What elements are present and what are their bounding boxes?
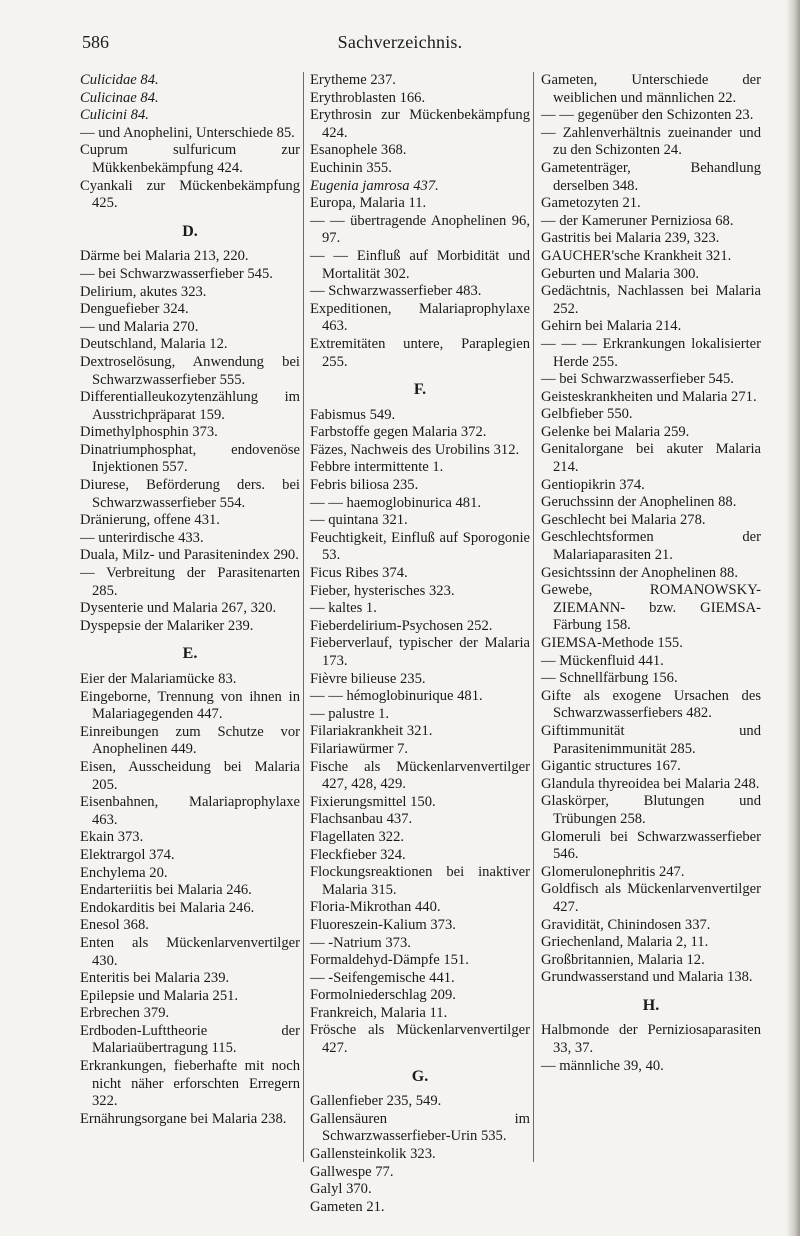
index-entry: Fäzes, Nachweis des Urobilins 312. bbox=[310, 441, 520, 458]
index-entry: Enten als Mückenlarvenvertilger 430. bbox=[80, 934, 300, 969]
running-head: Sachverzeichnis. bbox=[337, 32, 463, 52]
index-entry: Cyankali zur Mückenbekämpfung 425. bbox=[80, 177, 300, 212]
index-entry: Euchinin 355. bbox=[310, 159, 392, 176]
index-entry: Dimethylphosphin 373. bbox=[80, 424, 218, 441]
index-entry: Genitalorgane bei akuter Malaria 214. bbox=[541, 441, 761, 476]
section-letter: F. bbox=[413, 381, 427, 399]
index-entry: Denguefieber 324. bbox=[80, 301, 189, 318]
index-entry: Cuprum sulfuricum zur Mükkenbekämpfung 424. bbox=[80, 142, 300, 176]
index-entry: Gallensteinkolik 323. bbox=[310, 1146, 436, 1163]
index-entry: Enchylema 20. bbox=[80, 864, 168, 881]
index-entry: Enesol 368. bbox=[80, 917, 149, 934]
index-entry: — — — Erkrankungen lokalisierter Herde 255. bbox=[541, 335, 761, 370]
index-entry: Fabismus 549. bbox=[310, 406, 396, 423]
index-entry: Ernährungsorgane bei Malaria 238. bbox=[80, 1110, 287, 1127]
index-entry: Diurese, Beförderung ders. bei Schwarzwasserfieber 554. bbox=[80, 477, 300, 511]
index-entry: Differentialleukozytenzählung im Ausstrichpräparat 159. bbox=[80, 389, 300, 423]
index-entry: Extremitäten untere, Paraplegien 255. bbox=[310, 335, 530, 370]
index-entry: Gameten, Unterschiede der weiblichen und männlichen 22. bbox=[541, 72, 761, 106]
index-entry: Gentiopikrin 374. bbox=[541, 476, 645, 493]
index-columns bbox=[80, 72, 770, 1215]
index-entry: Duala, Milz- und Parasitenindex 290. bbox=[80, 547, 299, 564]
index-entry: Eisenbahnen, Malariaprophylaxe 463. bbox=[80, 794, 300, 828]
index-entry: — quintana 321. bbox=[310, 512, 408, 529]
index-entry: Goldfisch als Mückenlarvenvertilger 427. bbox=[541, 881, 761, 915]
index-entry: Gewebe, ROMANOWSKY-ZIEMANN- bzw. GIEMSA-Färbung 158. bbox=[541, 582, 761, 634]
index-entry: Culicini 84. bbox=[80, 107, 149, 124]
section-letter: E. bbox=[182, 645, 198, 663]
index-entry: — und Malaria 270. bbox=[80, 318, 199, 335]
index-entry: Culicinae 84. bbox=[80, 89, 159, 106]
index-entry: Erythroblasten 166. bbox=[310, 89, 426, 106]
index-entry: Geisteskrankheiten und Malaria 271. bbox=[541, 388, 757, 405]
index-entry: Gametozyten 21. bbox=[541, 195, 641, 212]
index-entry: Gallenfieber 235, 549. bbox=[310, 1093, 442, 1110]
index-entry: Epilepsie und Malaria 251. bbox=[80, 987, 239, 1004]
index-entry: Gravidität, Chinindosen 337. bbox=[541, 916, 711, 933]
index-entry: Glomeruli bei Schwarzwasserfieber 546. bbox=[541, 828, 761, 863]
index-entry: Febris biliosa 235. bbox=[310, 477, 419, 494]
index-entry: — Schnellfärbung 156. bbox=[541, 670, 678, 687]
index-entry: Gelbfieber 550. bbox=[541, 406, 633, 423]
index-entry: Eugenia jamrosa 437. bbox=[310, 177, 439, 194]
index-entry: Glandula thyreoidea bei Malaria 248. bbox=[541, 775, 760, 792]
index-entry: — der Kameruner Perniziosa 68. bbox=[541, 212, 734, 229]
index-entry: Geschlecht bei Malaria 278. bbox=[541, 511, 706, 528]
index-entry: Frankreich, Malaria 11. bbox=[310, 1004, 448, 1021]
index-entry: Erkrankungen, fieberhafte mit noch nicht näher erforschten Erregern 322. bbox=[80, 1058, 300, 1110]
index-entry: Flagellaten 322. bbox=[310, 828, 405, 845]
index-entry: Flockungsreaktionen bei inaktiver Malaria 315. bbox=[310, 864, 530, 898]
index-entry: Dysenterie und Malaria 267, 320. bbox=[80, 600, 277, 617]
index-entry: Feuchtigkeit, Einfluß auf Sporogonie 53. bbox=[310, 529, 530, 564]
index-entry: GIEMSA-Methode 155. bbox=[541, 635, 683, 651]
index-entry: Geschlechtsformen der Malariaparasiten 21. bbox=[541, 529, 761, 564]
index-entry: Europa, Malaria 11. bbox=[310, 195, 427, 212]
index-entry: Dinatriumphosphat, endovenöse Injektionen 557. bbox=[80, 441, 300, 476]
index-entry: — palustre 1. bbox=[310, 705, 390, 722]
index-entry: Expeditionen, Malariaprophylaxe 463. bbox=[310, 300, 530, 335]
index-entry: Dextroselösung, Anwendung bei Schwarzwasserfieber 555. bbox=[80, 353, 300, 388]
index-entry: Gehirn bei Malaria 214. bbox=[541, 318, 682, 335]
index-entry: Filariakrankheit 321. bbox=[310, 723, 433, 740]
index-entry: Geburten und Malaria 300. bbox=[541, 265, 700, 282]
index-entry: Einreibungen zum Schutze vor Anophelinen 449. bbox=[80, 723, 300, 758]
index-entry: Formolniederschlag 209. bbox=[310, 987, 456, 1004]
index-entry: Fieberverlauf, typischer der Malaria 173. bbox=[310, 635, 530, 669]
index-entry: Fische als Mückenlarvenvertilger 427, 428, 429. bbox=[310, 758, 530, 793]
index-entry: — -Natrium 373. bbox=[310, 934, 411, 951]
index-entry: Ficus Ribes 374. bbox=[310, 565, 408, 582]
index-entry: Eier der Malariamücke 83. bbox=[80, 671, 237, 687]
index-entry: — unterirdische 433. bbox=[80, 529, 204, 546]
index-entry: — — hémoglobinurique 481. bbox=[310, 688, 483, 705]
index-entry: Farbstoffe gegen Malaria 372. bbox=[310, 424, 487, 441]
index-entry: — bei Schwarzwasserfieber 545. bbox=[541, 371, 734, 388]
index-column-3 bbox=[541, 72, 761, 1075]
index-entry: Enteritis bei Malaria 239. bbox=[80, 970, 230, 987]
index-entry: Culicidae 84. bbox=[80, 72, 159, 88]
index-entry: — und Anophelini, Unterschiede 85. bbox=[80, 124, 295, 141]
index-entry: Fieber, hysterisches 323. bbox=[310, 582, 455, 599]
index-entry: Erytheme 237. bbox=[310, 72, 396, 88]
index-entry: GAUCHER'sche Krankheit 321. bbox=[541, 247, 732, 264]
index-entry: Esanophele 368. bbox=[310, 142, 407, 159]
index-entry: Fixierungsmittel 150. bbox=[310, 793, 436, 810]
index-entry: Endarteriitis bei Malaria 246. bbox=[80, 882, 252, 899]
index-column-2 bbox=[310, 72, 530, 1216]
index-entry: Gallwespe 77. bbox=[310, 1163, 394, 1180]
index-entry: Deutschland, Malaria 12. bbox=[80, 336, 228, 353]
index-entry: Fieberdelirium-Psychosen 252. bbox=[310, 617, 493, 634]
index-entry: Filariawürmer 7. bbox=[310, 740, 409, 757]
index-entry: — bei Schwarzwasserfieber 545. bbox=[80, 265, 273, 282]
index-entry: Fleckfieber 324. bbox=[310, 846, 406, 863]
index-entry: Gameten 21. bbox=[310, 1198, 385, 1215]
index-entry: Ekain 373. bbox=[80, 829, 144, 846]
index-entry: Febbre intermittente 1. bbox=[310, 459, 444, 476]
index-entry: — — übertragende Anophelinen 96, 97. bbox=[310, 212, 530, 247]
index-entry: Eingeborne, Trennung von ihnen in Malariagegenden 447. bbox=[80, 688, 300, 723]
index-entry: Halbmonde der Perniziosaparasiten 33, 37. bbox=[541, 1022, 761, 1057]
index-entry: Geruchssinn der Anophelinen 88. bbox=[541, 494, 737, 511]
index-entry: Galyl 370. bbox=[310, 1181, 372, 1198]
section-letter: H. bbox=[642, 996, 660, 1014]
index-entry: — kaltes 1. bbox=[310, 600, 377, 617]
index-entry: Erdboden-Lufttheorie der Malariaübertragung 115. bbox=[80, 1022, 300, 1057]
index-entry: Gedächtnis, Nachlassen bei Malaria 252. bbox=[541, 283, 761, 317]
index-entry: Glomerulonephritis 247. bbox=[541, 863, 685, 880]
section-letter: D. bbox=[182, 222, 198, 240]
index-entry: Großbritannien, Malaria 12. bbox=[541, 951, 705, 968]
section-letter: G. bbox=[411, 1067, 429, 1085]
index-entry: Gelenke bei Malaria 259. bbox=[541, 423, 690, 440]
page-number: 586 bbox=[82, 32, 109, 52]
index-entry: Gesichtssinn der Anophelinen 88. bbox=[541, 564, 738, 581]
index-entry: Gametenträger, Behandlung derselben 348. bbox=[541, 159, 761, 194]
index-entry: Grundwasserstand und Malaria 138. bbox=[541, 969, 753, 986]
index-entry: — — gegenüber den Schizonten 23. bbox=[541, 107, 754, 124]
index-entry: Erbrechen 379. bbox=[80, 1005, 170, 1022]
index-entry: — Verbreitung der Parasitenarten 285. bbox=[80, 565, 300, 599]
index-entry: — männliche 39, 40. bbox=[541, 1057, 664, 1074]
index-column-1 bbox=[80, 72, 300, 1128]
index-entry: Endokarditis bei Malaria 246. bbox=[80, 899, 255, 916]
page-header bbox=[0, 14, 800, 54]
index-entry: Gigantic structures 167. bbox=[541, 758, 681, 775]
index-entry: Eisen, Ausscheidung bei Malaria 205. bbox=[80, 758, 300, 793]
index-entry: Formaldehyd-Dämpfe 151. bbox=[310, 952, 469, 969]
index-entry: Fièvre bilieuse 235. bbox=[310, 670, 426, 687]
index-entry: — Zahlenverhältnis zueinander und zu den Schizonten 24. bbox=[541, 124, 761, 159]
index-entry: Gifte als exogene Ursachen des Schwarzwasserfiebers 482. bbox=[541, 687, 761, 722]
index-entry: Dyspepsie der Malariker 239. bbox=[80, 617, 254, 634]
index-entry: Fluoreszein-Kalium 373. bbox=[310, 916, 456, 933]
index-entry: — — Einfluß auf Morbidität und Mortalität 302. bbox=[310, 247, 530, 282]
index-entry: Erythrosin zur Mückenbekämpfung 424. bbox=[310, 107, 530, 141]
index-entry: Gallensäuren im Schwarzwasserfieber-Urin 535. bbox=[310, 1110, 530, 1145]
index-entry: — Mückenfluid 441. bbox=[541, 652, 664, 669]
index-entry: Delirium, akutes 323. bbox=[80, 283, 207, 300]
index-entry: — Schwarzwasserfieber 483. bbox=[310, 283, 482, 300]
index-entry: Dränierung, offene 431. bbox=[80, 512, 220, 529]
page-edge-shadow bbox=[786, 0, 800, 1236]
index-entry: Gastritis bei Malaria 239, 323. bbox=[541, 230, 720, 247]
index-entry: Frösche als Mückenlarvenvertilger 427. bbox=[310, 1022, 530, 1057]
index-entry: Giftimmunität und Parasitenimmunität 285. bbox=[541, 722, 761, 757]
index-entry: — -Seifengemische 441. bbox=[310, 969, 455, 986]
index-entry: Griechenland, Malaria 2, 11. bbox=[541, 934, 709, 951]
index-entry: Elektrargol 374. bbox=[80, 846, 175, 863]
index-entry: Glaskörper, Blutungen und Trübungen 258. bbox=[541, 793, 761, 827]
index-entry: Därme bei Malaria 213, 220. bbox=[80, 248, 249, 265]
index-entry: Flachsanbau 437. bbox=[310, 811, 413, 828]
index-entry: Floria-Mikrothan 440. bbox=[310, 899, 441, 916]
index-entry: — — haemoglobinurica 481. bbox=[310, 494, 482, 511]
